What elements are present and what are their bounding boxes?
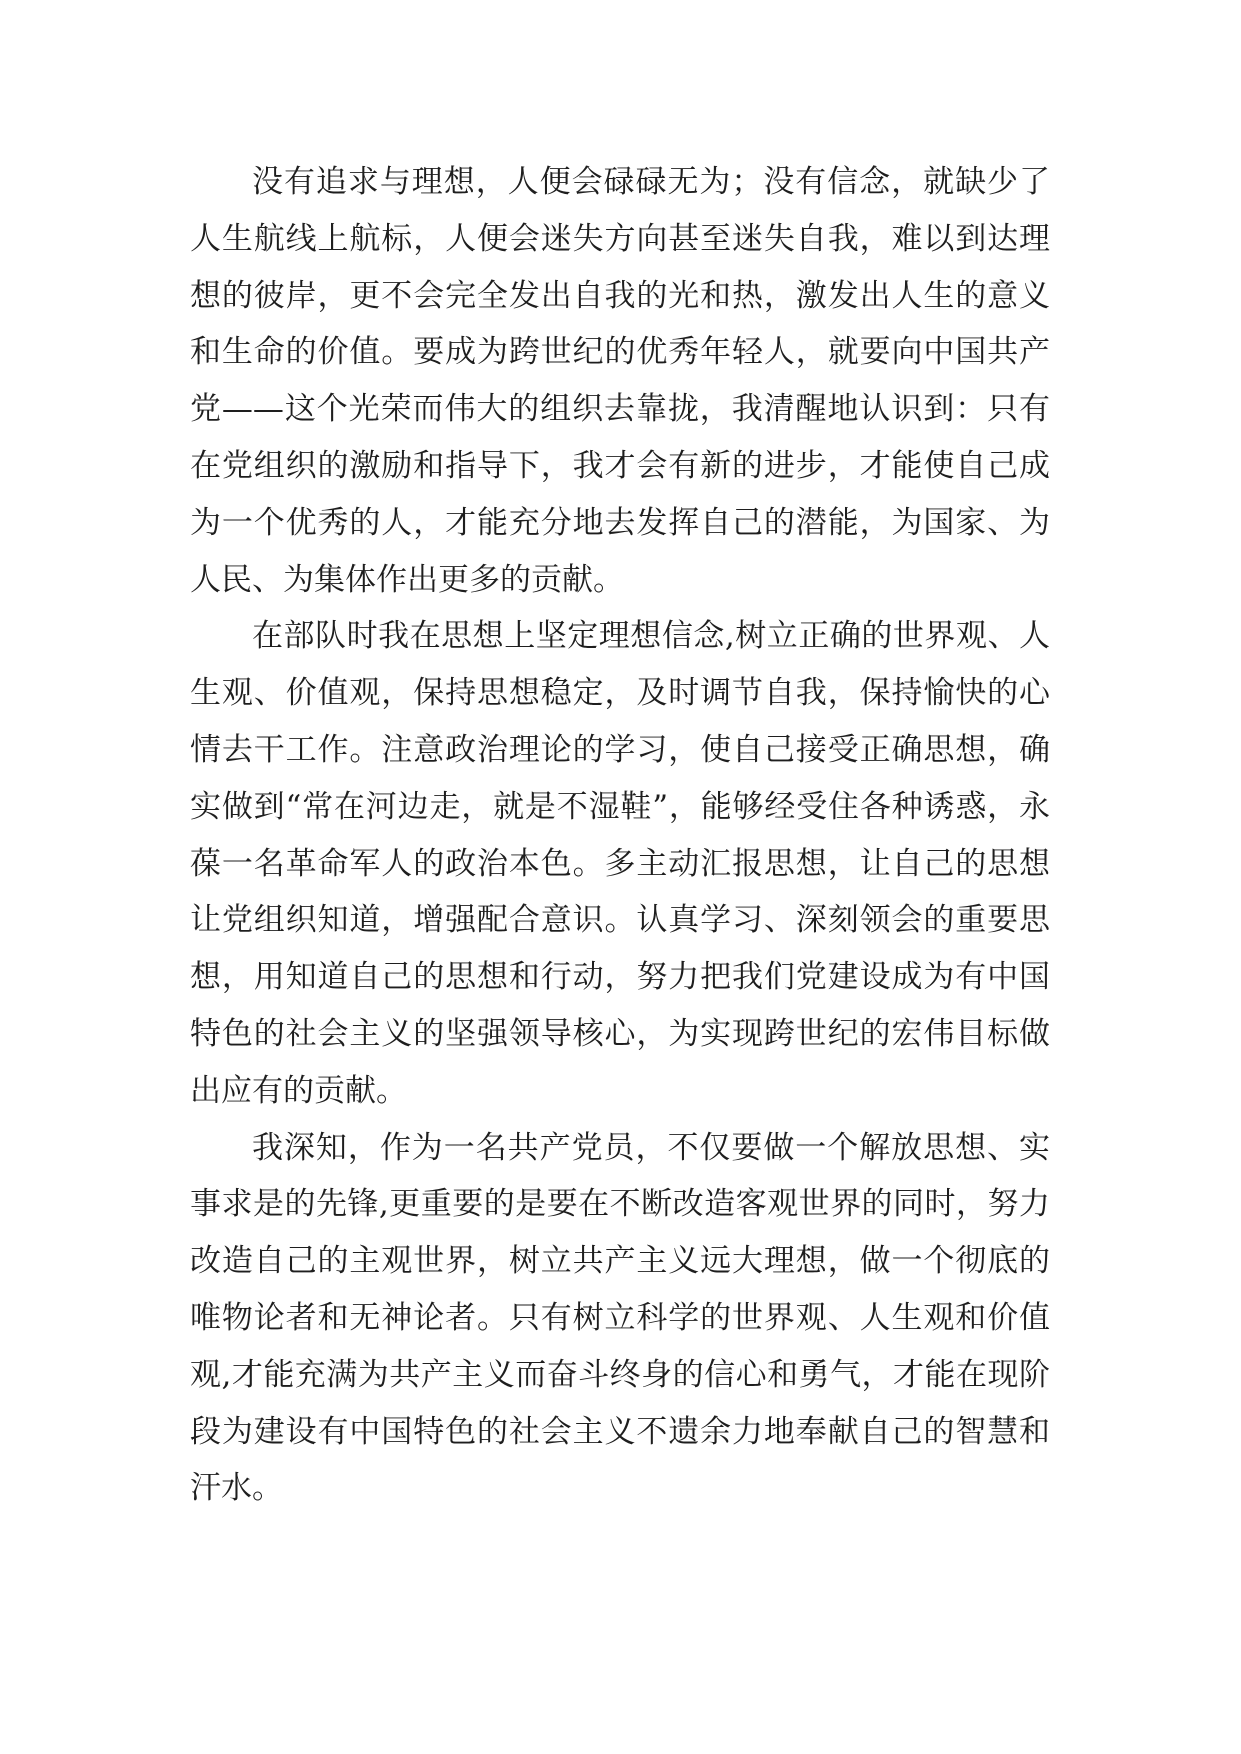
paragraph-2: 在部队时我在思想上坚定理想信念,树立正确的世界观、人生观、价值观，保持思想稳定，及时调节自我，保持愉快的心情去干工作。注意政治理论的学习，使自己接受正确思想，确实做到“常在河边走，就是不湿鞋”，能够经受住各种诱惑，永葆一名革命军人的政治本色。多主动汇报思想，让自己的思想让党组织知道，增强配合意识。认真学习、深刻领会的重要思想，用知道自己的思想和行动，努力把我们党建设成为有中国特色的社会主义的坚强领导核心，为实现跨世纪的宏伟目标做出应有的贡献。 [190, 618, 1050, 1109]
paragraph-3: 我深知，作为一名共产党员，不仅要做一个解放思想、实事求是的先锋,更重要的是要在不断改造客观世界的同时，努力改造自己的主观世界，树立共产主义远大理想，做一个彻底的唯物论者和无神论者。只有树立科学的世界观、人生观和价值观,才能充满为共产主义而奋斗终身的信心和勇气，才能在现阶段为建设有中国特色的社会主义不遗余力地奉献自己的智慧和汗水。 [190, 1129, 1050, 1507]
document-body [190, 154, 1050, 1517]
paragraph-1: 没有追求与理想，人便会碌碌无为；没有信念，就缺少了人生航线上航标，人便会迷失方向甚至迷失自我，难以到达理想的彼岸，更不会完全发出自我的光和热，激发出人生的意义和生命的价值。要成为跨世纪的优秀年轻人，就要向中国共产党——这个光荣而伟大的组织去靠拢，我清醒地认识到：只有在党组织的激励和指导下，我才会有新的进步，才能使自己成为一个优秀的人，才能充分地去发挥自己的潜能，为国家、为人民、为集体作出更多的贡献。 [190, 164, 1050, 598]
